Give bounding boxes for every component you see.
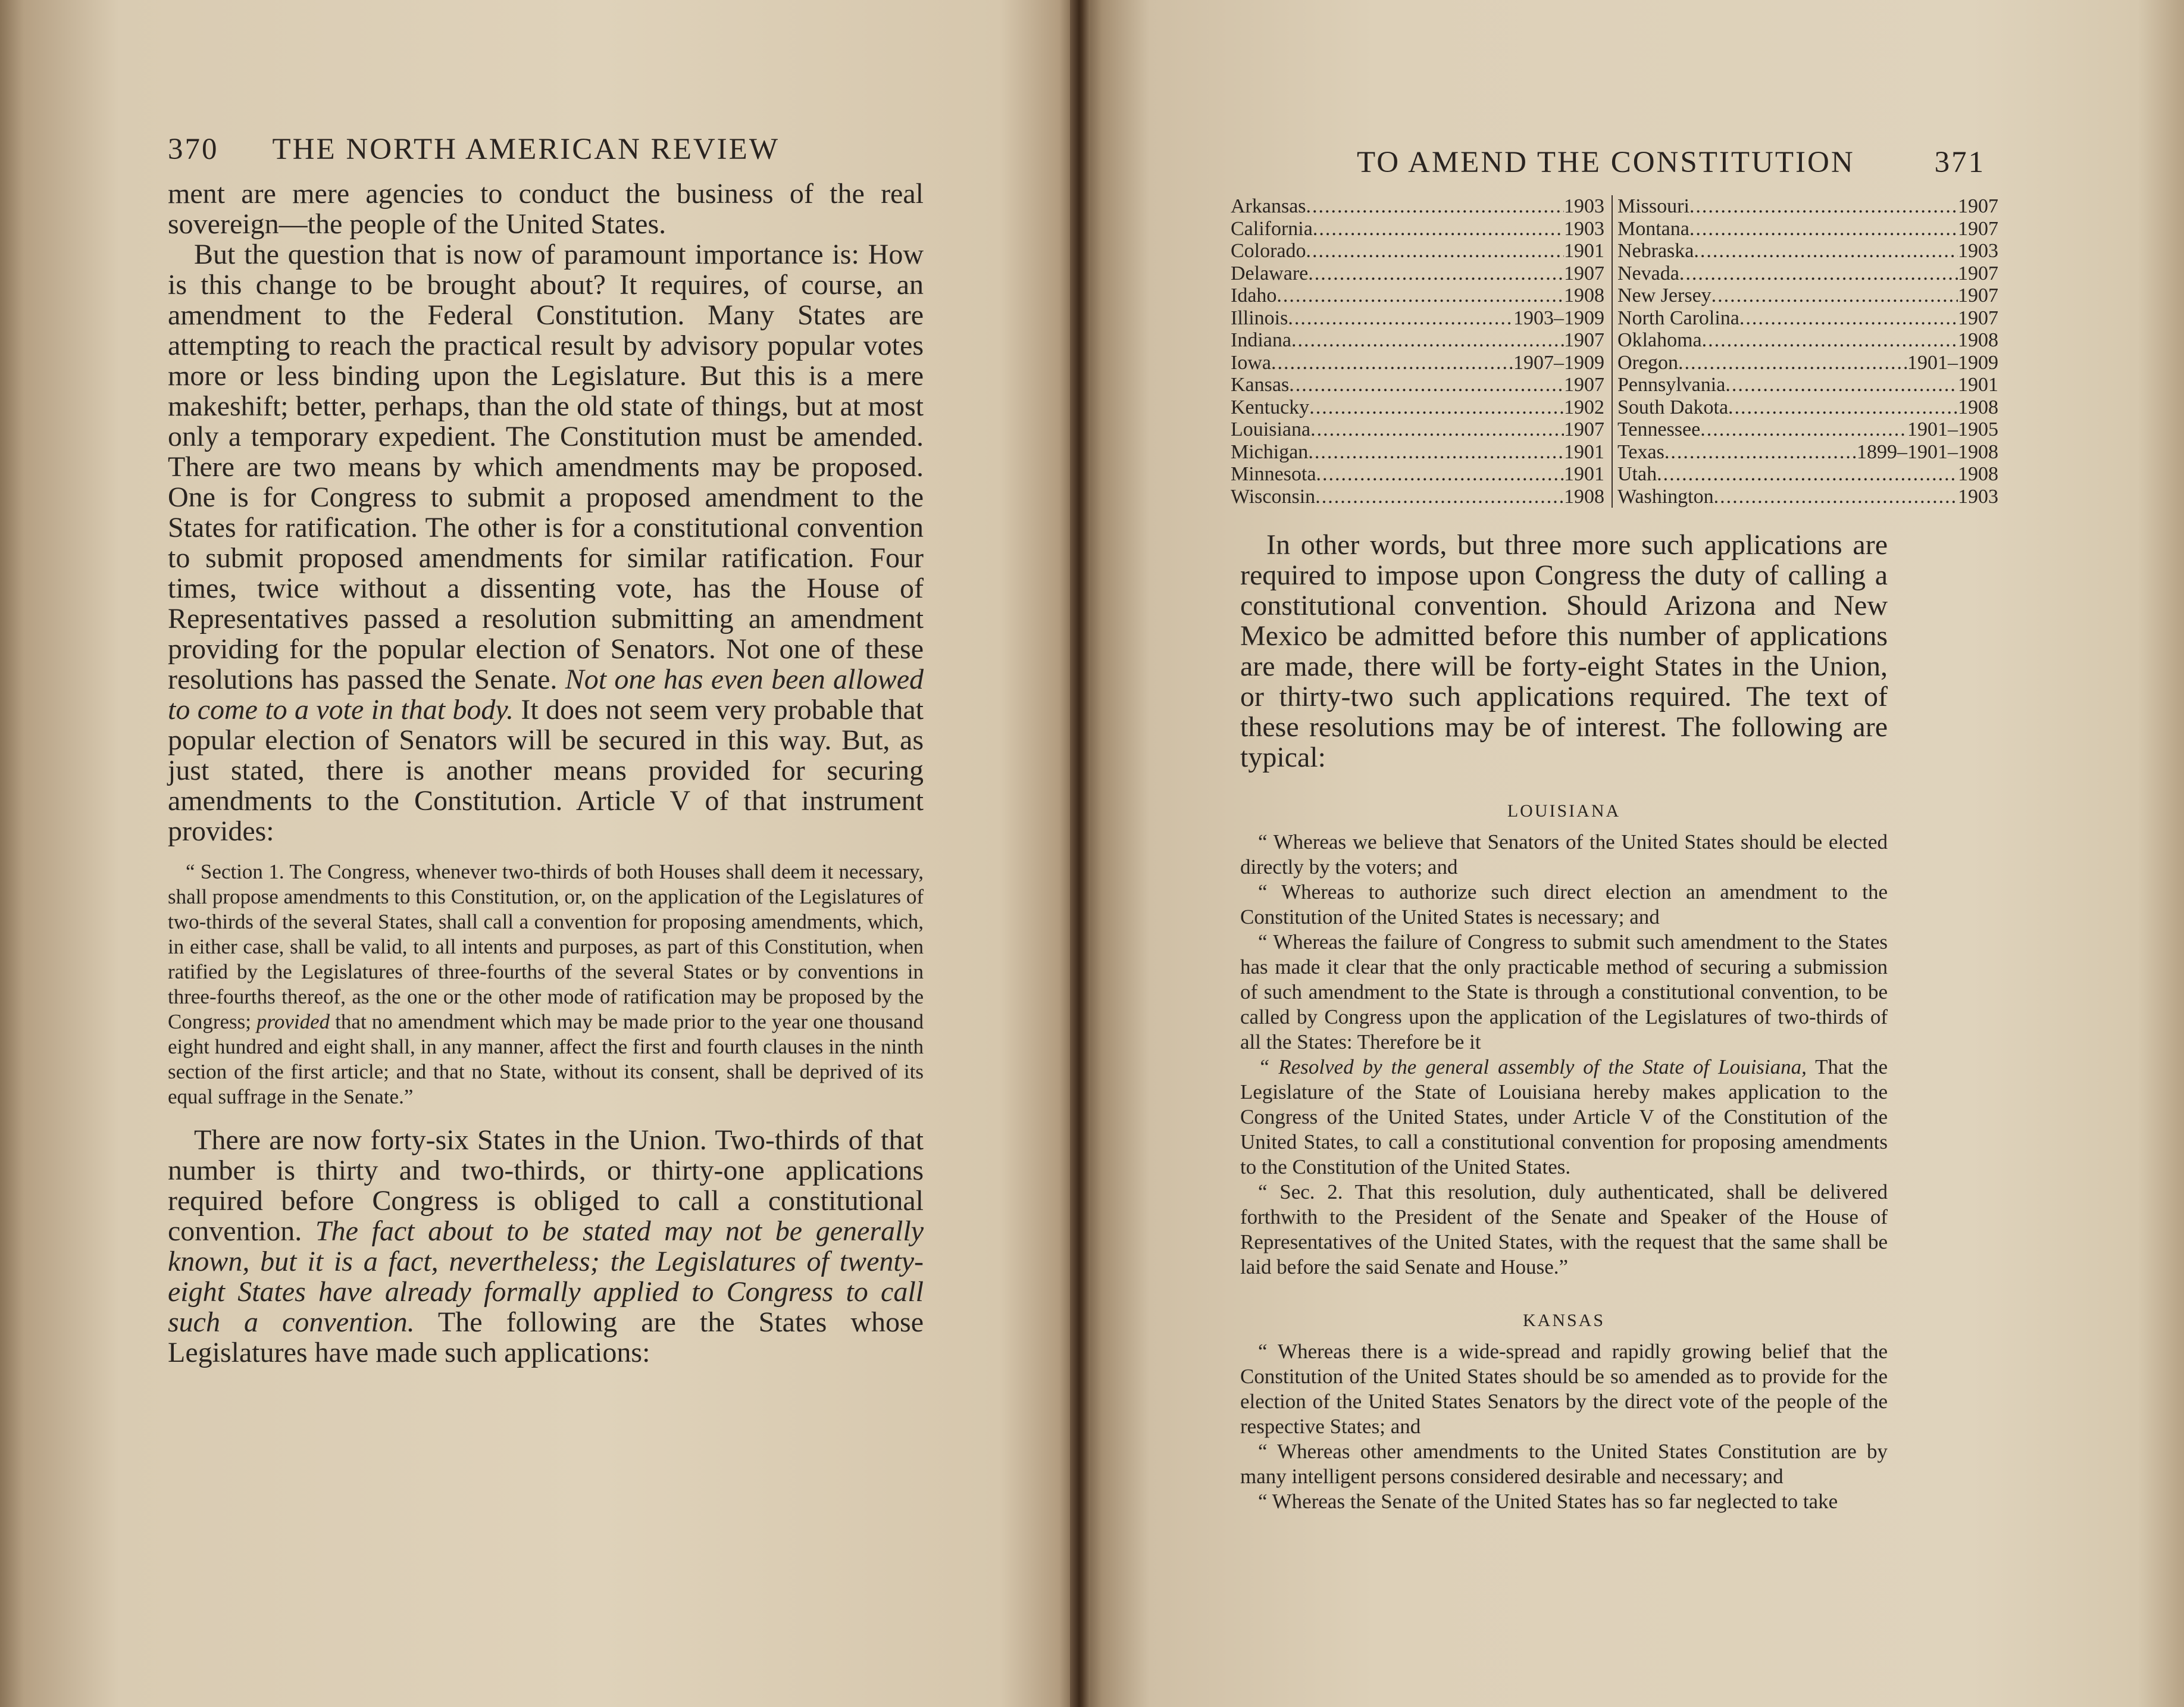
state-row — [1617, 396, 1998, 419]
state-row — [1231, 441, 1604, 464]
leader-dots — [1689, 195, 1958, 218]
resolution-paragraph: “ Whereas the failure of Congress to submit such amendment to the States has made it clear that the only practicable method of securing a submission of such amendment to the State is through a constitutional convention, to be called by Congress upon the application of the Legislatures of two-thirds of all the States: Therefore be it — [1240, 930, 1888, 1053]
state-name: California — [1231, 217, 1313, 240]
application-year: 1903 — [1564, 217, 1604, 240]
state-name: Washington — [1617, 485, 1714, 508]
right-text-column — [1240, 530, 1888, 1514]
left-page-number: 370 — [168, 133, 219, 166]
leader-dots — [1725, 374, 1958, 396]
state-row — [1231, 195, 1604, 218]
left-running-title: THE NORTH AMERICAN REVIEW — [272, 133, 780, 166]
state-row — [1617, 307, 1998, 330]
state-name: Michigan — [1231, 440, 1309, 463]
state-name: Tennessee — [1617, 418, 1701, 440]
application-year: 1903–1909 — [1513, 307, 1604, 329]
state-row — [1617, 486, 1998, 508]
state-row — [1231, 262, 1604, 285]
state-name: Pennsylvania — [1617, 374, 1726, 396]
quote-paragraph — [168, 859, 924, 1109]
state-row — [1617, 374, 1998, 396]
state-row — [1617, 352, 1998, 374]
leader-dots — [1291, 329, 1564, 352]
state-row — [1231, 240, 1604, 262]
leader-dots — [1308, 441, 1564, 464]
states-table — [1231, 195, 2010, 508]
state-row — [1617, 284, 1998, 307]
paragraph: In other words, but three more such applications are required to impose upon Congress the duty of calling a constitutional convention. Should Arizona and New Mexico be admitted before this number of applications are made, there will be forty-eight States in the Union, or thirty-two such applications required. The text of these resolutions may be of interest. The following are typical: — [1240, 529, 1888, 773]
state-name: Montana — [1617, 217, 1689, 240]
state-name: Oregon — [1617, 351, 1678, 374]
resolution-paragraph: “ Whereas there is a wide-spread and rapidly growing belief that the Constitution of the United States should be so amended as to provide for the election of the United States Senators by the direct vote of the people of the respective States; and — [1240, 1340, 1888, 1438]
state-row — [1231, 486, 1604, 508]
state-name: Arkansas — [1231, 195, 1306, 217]
kansas-heading: KANSAS — [1522, 1311, 1606, 1330]
application-year: 1908 — [1958, 396, 1998, 418]
application-year: 1908 — [1958, 463, 1998, 485]
state-name: Utah — [1617, 463, 1657, 485]
right-running-head — [1357, 145, 1985, 180]
leader-dots — [1289, 374, 1564, 396]
application-year: 1907 — [1958, 262, 1998, 284]
state-name: Kansas — [1231, 374, 1290, 396]
right-page — [1078, 0, 2184, 1707]
left-body-bottom — [168, 1125, 924, 1368]
application-year: 1903 — [1958, 485, 1998, 508]
state-row — [1231, 284, 1604, 307]
leader-dots — [1689, 218, 1958, 240]
leader-dots — [1679, 262, 1958, 285]
application-year: 1907 — [1564, 418, 1604, 440]
state-name: South Dakota — [1617, 396, 1729, 418]
state-row — [1617, 463, 1998, 486]
left-body-top — [168, 179, 924, 846]
state-row — [1617, 441, 1998, 464]
left-page — [0, 0, 1078, 1707]
application-year: 1901 — [1564, 440, 1604, 463]
resolution-paragraph: “ Whereas we believe that Senators of the United States should be elected directly by the voters; and — [1240, 830, 1888, 878]
application-year: 1901 — [1958, 374, 1998, 396]
leader-dots — [1678, 352, 1907, 374]
resolution-paragraph: “ Whereas other amendments to the United States Constitution are by many intelligent persons considered desirable and necessary; and — [1240, 1440, 1888, 1488]
right-body — [1240, 530, 1888, 773]
application-year: 1901–1909 — [1907, 351, 1998, 374]
kansas-resolution — [1240, 1339, 1888, 1514]
state-name: Missouri — [1617, 195, 1689, 217]
quote-text: that no amendment which may be made prior to the year one thousand eight hundred and eight shall, in any manner, affect the first and fourth clauses in the ninth section of the first article; and that no State, without its consent, shall be deprived of its equal suffrage in the Senate.” — [168, 1010, 924, 1108]
paragraph — [168, 1125, 924, 1368]
louisiana-resolution — [1240, 830, 1888, 1280]
resolution-paragraph: “ Sec. 2. That this resolution, duly authenticated, shall be delivered forthwith to the President of the Senate and Speaker of the House of Representatives of the United States, with the request that the same shall be laid before the said Senate and House.” — [1240, 1180, 1888, 1278]
right-running-title: TO AMEND THE CONSTITUTION — [1357, 146, 1855, 179]
application-year: 1903 — [1564, 195, 1604, 217]
state-name: New Jersey — [1617, 284, 1711, 307]
resolution-emphasis: “ Resolved by the general assembly of the State of Louisiana, — [1258, 1055, 1807, 1078]
state-name: Louisiana — [1231, 418, 1311, 440]
leader-dots — [1664, 441, 1857, 464]
leader-dots — [1310, 418, 1564, 441]
application-year: 1908 — [1564, 485, 1604, 508]
application-year: 1903 — [1958, 240, 1998, 262]
paragraph-text: It does not seem very probable that popular election of Senators will be secured in this way. But, as just stated, there is another means provided for securing amendments to the Constitution. Article V of that instrument provides: — [168, 694, 924, 847]
leader-dots — [1288, 307, 1513, 330]
book-gutter — [1070, 0, 1090, 1707]
state-name: Minnesota — [1231, 463, 1316, 485]
state-row — [1617, 218, 1998, 240]
state-row — [1231, 329, 1604, 352]
state-name: Wisconsin — [1231, 485, 1316, 508]
application-year: 1908 — [1958, 329, 1998, 351]
state-row — [1231, 218, 1604, 240]
state-name: Indiana — [1231, 329, 1291, 351]
state-name: Iowa — [1231, 351, 1271, 374]
leader-dots — [1276, 284, 1564, 307]
left-running-head — [168, 132, 780, 167]
left-text-column — [168, 179, 924, 1368]
application-year: 1908 — [1564, 284, 1604, 307]
states-column-right — [1612, 195, 2010, 508]
state-row — [1617, 240, 1998, 262]
leader-dots — [1306, 240, 1564, 262]
leader-dots — [1702, 329, 1958, 352]
application-year: 1901 — [1564, 240, 1604, 262]
article-v-quote — [168, 859, 924, 1109]
application-year: 1907 — [1958, 195, 1998, 217]
leader-dots — [1728, 396, 1958, 419]
application-year: 1901–1905 — [1907, 418, 1998, 440]
state-row — [1231, 418, 1604, 441]
state-name: Kentucky — [1231, 396, 1310, 418]
state-row — [1617, 195, 1998, 218]
right-page-number: 371 — [1934, 146, 1986, 179]
leader-dots — [1306, 195, 1564, 218]
leader-dots — [1315, 486, 1564, 508]
application-year: 1907 — [1958, 284, 1998, 307]
state-row — [1231, 352, 1604, 374]
leader-dots — [1711, 284, 1958, 307]
paragraph-emphasis: Not one has even been allowed to come to a vote in that body. — [168, 664, 924, 726]
state-row — [1617, 262, 1998, 285]
application-year: 1907 — [1564, 262, 1604, 284]
application-year: 1907 — [1564, 374, 1604, 396]
state-name: Colorado — [1231, 240, 1306, 262]
leader-dots — [1739, 307, 1958, 330]
paragraph — [168, 239, 924, 846]
leader-dots — [1694, 240, 1958, 262]
application-year: 1907 — [1958, 307, 1998, 329]
state-row — [1617, 329, 1998, 352]
application-year: 1907 — [1564, 329, 1604, 351]
state-name: Texas — [1617, 440, 1664, 463]
leader-dots — [1714, 486, 1958, 508]
leader-dots — [1309, 396, 1564, 419]
leader-dots — [1313, 218, 1564, 240]
application-year: 1902 — [1564, 396, 1604, 418]
louisiana-heading: LOUISIANA — [1507, 801, 1621, 821]
state-row — [1231, 374, 1604, 396]
application-year: 1899–1901–1908 — [1857, 440, 1998, 463]
state-name: Oklahoma — [1617, 329, 1702, 351]
state-name: Delaware — [1231, 262, 1309, 284]
quote-emphasis: provided — [256, 1010, 330, 1033]
leader-dots — [1271, 352, 1513, 374]
resolution-paragraph: “ Whereas the Senate of the United States has so far neglected to take — [1258, 1490, 1838, 1513]
state-row — [1617, 418, 1998, 441]
state-row — [1231, 396, 1604, 419]
paragraph-text: The following are the States whose Legislatures have made such applications: — [168, 1306, 924, 1368]
state-name: Nevada — [1617, 262, 1679, 284]
leader-dots — [1316, 463, 1564, 486]
paragraph: ment are mere agencies to conduct the business of the real sovereign—the people of the United States. — [168, 178, 924, 240]
application-year: 1907–1909 — [1513, 351, 1604, 374]
state-name: Nebraska — [1617, 240, 1694, 262]
leader-dots — [1308, 262, 1564, 285]
quote-text: “ Section 1. The Congress, whenever two-thirds of both Houses shall deem it necessary, shall propose amendments to this Constitution, or, on the application of the Legislatures of two-thirds of the several States, shall call a convention for proposing amendments, which, in either case, shall be valid, to all intents and purposes, as part of this Constitution, when ratified by the Legislatures of three-fourths of the several States or by conventions in three-fourths thereof, as the one or the other mode of ratification may be proposed by the Congress; — [168, 860, 924, 1033]
state-row — [1231, 307, 1604, 330]
resolution-paragraph: “ Whereas to authorize such direct election an amendment to the Constitution of the United States is necessary; and — [1240, 880, 1888, 928]
states-column-left — [1231, 195, 1612, 508]
state-name: North Carolina — [1617, 307, 1739, 329]
resolution-text: That the Legislature of the State of Louisiana hereby makes application to the Congress of the United States, under Article V of the Constitution of the United States, to call a constitutional convention for proposing amendments to the Constitution of the United States. — [1240, 1055, 1888, 1178]
paragraph-emphasis: The fact about to be stated may not be generally known, but it is a fact, nevertheless; the Legislatures of twenty-eight States have already formally applied to Congress to call such a convention. — [168, 1215, 924, 1338]
paragraph-text: But the question that is now of paramount importance is: How is this change to be brought about? It requires, of course, an amendment to the Federal Constitution. Many States are attempting to reach the practical result by advisory popular votes more or less binding upon the Legislature. But this is a mere makeshift; better, perhaps, than the old state of things, but at most only a temporary expedient. The Constitution must be amended. There are two means by which amendments may be proposed. One is for Congress to submit a proposed amendment to the States for ratification. The other is for a constitutional convention to submit proposed amendments for similar ratification. Four times, twice without a dissenting vote, has the House of Representatives passed a resolution submitting an amendment providing for the popular election of Senators. Not one of these resolutions has passed the Senate. — [168, 239, 924, 695]
application-year: 1907 — [1958, 217, 1998, 240]
application-year: 1901 — [1564, 463, 1604, 485]
state-name: Idaho — [1231, 284, 1277, 307]
resolution-paragraph — [1240, 1055, 1888, 1180]
state-row — [1231, 463, 1604, 486]
state-name: Illinois — [1231, 307, 1288, 329]
paragraph-text: There are now forty-six States in the Union. Two-thirds of that number is thirty and two-thirds, or thirty-one applications required before Congress is obliged to call a constitutional convention. — [168, 1124, 924, 1247]
leader-dots — [1700, 418, 1907, 441]
leader-dots — [1657, 463, 1958, 486]
